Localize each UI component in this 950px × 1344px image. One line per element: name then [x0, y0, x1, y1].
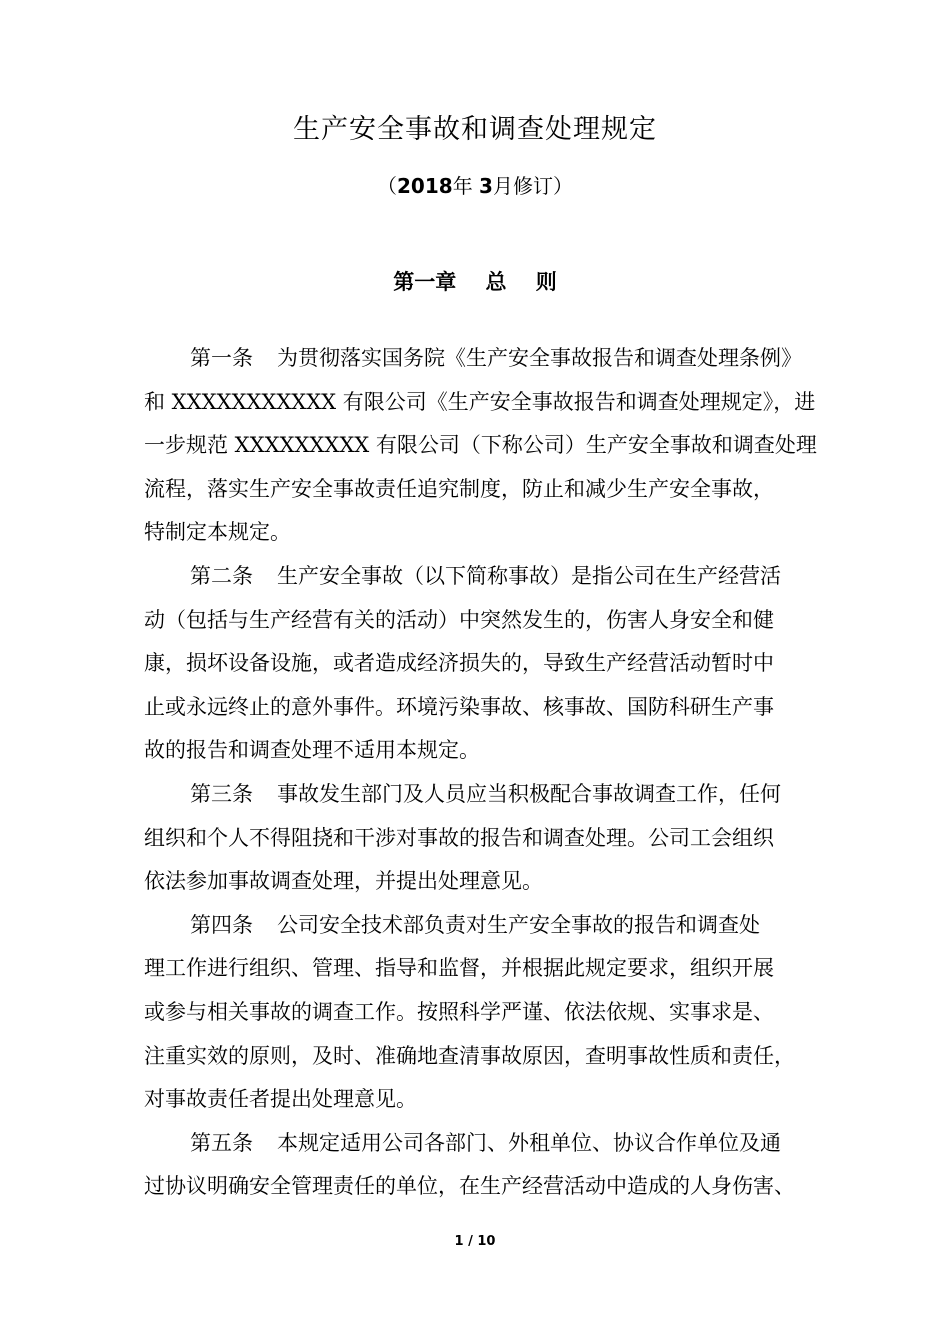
paragraph-line: 理工作进行组织、管理、指导和监督，并根据此规定要求，组织开展 — [144, 956, 774, 981]
revision-note — [0, 170, 950, 202]
paragraph-line: 故的报告和调查处理不适用本规定。 — [144, 738, 480, 763]
revision-year: 2018 — [397, 174, 453, 198]
article-text: 事故发生部门及人员应当积极配合事故调查工作，任何 — [277, 781, 781, 806]
paragraph-line — [144, 1122, 824, 1166]
paragraph-line: 动（包括与生产经营有关的活动）中突然发生的，伤害人身安全和健 — [144, 607, 774, 632]
article-text: 生产安全事故（以下简称事故）是指公司在生产经营活 — [277, 563, 781, 588]
article-text: 本规定适用公司各部门、外租单位、协议合作单位及通 — [277, 1130, 781, 1155]
chapter-heading: 第一章 总 则 — [393, 270, 557, 294]
article-number: 第四条 — [190, 912, 253, 937]
paragraph-line — [144, 555, 824, 599]
article-number: 第三条 — [190, 781, 253, 806]
paragraph-line: 特制定本规定。 — [144, 520, 291, 545]
article-number: 第五条 — [190, 1130, 253, 1155]
revision-month: 3 — [479, 174, 493, 198]
paragraph-line: 注重实效的原则，及时、准确地查清事故原因，查明事故性质和责任， — [144, 1043, 795, 1068]
article-number: 第二条 — [190, 563, 253, 588]
paragraph-line — [144, 337, 824, 381]
paragraph-line — [144, 773, 824, 817]
paragraph-line: 止或永远终止的意外事件。环境污染事故、核事故、国防科研生产事 — [144, 694, 774, 719]
article-text: 公司安全技术部负责对生产安全事故的报告和调查处 — [277, 912, 760, 937]
document-body — [144, 337, 824, 1209]
paragraph-line: 依法参加事故调查处理，并提出处理意见。 — [144, 869, 543, 894]
document-title: 生产安全事故和调查处理规定 — [293, 114, 657, 145]
paragraph-line: 对事故责任者提出处理意见。 — [144, 1087, 417, 1112]
article-text: 为贯彻落实国务院《生产安全事故报告和调查处理条例》 — [277, 346, 802, 370]
paragraph-line: 组织和个人不得阻挠和干涉对事故的报告和调查处理。公司工会组织 — [144, 825, 774, 850]
revision-open-paren: （ — [377, 174, 398, 198]
page-number: 1 / 10 — [454, 1234, 496, 1249]
paragraph-line — [144, 904, 824, 948]
paragraph-line: 一步规范 XXXXXXXXX 有限公司（下称公司）生产安全事故和调查处理 — [144, 433, 817, 458]
revision-year-unit: 年 — [452, 174, 473, 198]
article-number: 第一条 — [190, 346, 253, 370]
paragraph-line: 过协议明确安全管理责任的单位，在生产经营活动中造成的人身伤害、 — [144, 1174, 795, 1199]
paragraph-line: 康，损坏设备设施，或者造成经济损失的，导致生产经营活动暂时中 — [144, 651, 774, 676]
paragraph-line: 或参与相关事故的调查工作。按照科学严谨、依法依规、实事求是、 — [144, 999, 774, 1024]
paragraph-line: 和 XXXXXXXXXXX 有限公司《生产安全事故报告和调查处理规定》，进 — [144, 389, 816, 414]
paragraph-line: 流程，落实生产安全事故责任追究制度，防止和减少生产安全事故， — [144, 476, 774, 501]
revision-tail: 月修订） — [492, 174, 573, 198]
